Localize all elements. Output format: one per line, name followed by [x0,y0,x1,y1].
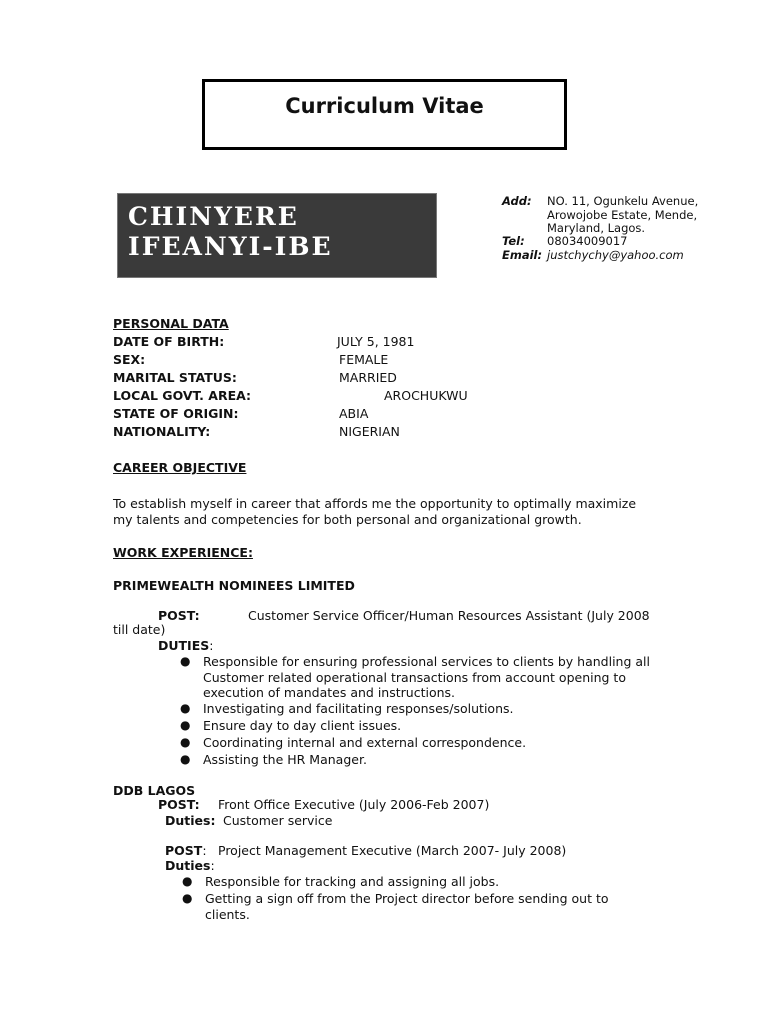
name-first: CHINYERE [128,202,299,231]
job1-post-cont: till date) [113,622,166,637]
job1-duty-1-line-2: Customer related operational transactions from account opening to [203,670,626,685]
job2-duties2-colon: : [210,858,215,873]
job2-post1-label: POST: [158,797,200,812]
job2-post1: Front Office Executive (July 2006-Feb 2007) [218,797,490,812]
title-box [202,79,567,150]
tel-value: 08034009017 [547,234,628,248]
objective-line-2: my talents and competencies for both personal and organizational growth. [113,512,582,527]
job1-duty-5: Assisting the HR Manager. [203,752,367,767]
address-line-2: Arowojobe Estate, Mende, [547,208,698,222]
address-label: Add: [502,194,532,208]
job1-duties-colon: : [209,638,214,653]
job2-duties2-label: Duties [165,858,211,873]
company-primewealth: PRIMEWEALTH NOMINEES LIMITED [113,578,355,593]
job1-duties-label: DUTIES [158,638,210,653]
objective-line-1: To establish myself in career that affords me the opportunity to optimally maximize [113,496,637,511]
job2-duty-1: Responsible for tracking and assigning all jobs. [205,874,500,889]
job1-duty-3: Ensure day to day client issues. [203,718,402,733]
marital-value: MARRIED [339,370,397,385]
lga-value: AROCHUKWU [384,388,468,403]
job2-post2-label-wrap [165,843,207,858]
job2-post2-label: POST [165,843,203,858]
job2-duties2-label-wrap [165,858,215,873]
dob-value: JULY 5, 1981 [337,334,415,349]
bullet-icon: ● [182,874,193,888]
job2-post2-colon: : [202,843,207,858]
address-line-3: Maryland, Lagos. [547,221,646,235]
nationality-value: NIGERIAN [339,424,400,439]
job1-duty-2: Investigating and facilitating responses/solutions. [203,701,514,716]
job1-duty-4: Coordinating internal and external correspondence. [203,735,527,750]
tel-label: Tel: [502,234,525,248]
personal-data-heading: PERSONAL DATA [113,316,229,331]
job1-duty-1-line-1: Responsible for ensuring professional services to clients by handling all [203,654,650,669]
company-ddb-lagos: DDB LAGOS [113,783,196,798]
work-experience-heading: WORK EXPERIENCE: [113,545,253,560]
bullet-icon: ● [180,735,191,749]
marital-label: MARITAL STATUS: [113,370,237,385]
job1-post: Customer Service Officer/Human Resources Assistant (July 2008 [248,608,650,623]
name-banner [117,193,437,278]
email-value: justchychy@yahoo.com [547,248,684,262]
bullet-icon: ● [180,718,191,732]
bullet-icon: ● [182,891,193,905]
sex-label: SEX: [113,352,146,367]
job2-duties1: Customer service [223,813,333,828]
job2-duty-2-line-2: clients. [205,907,250,922]
bullet-icon: ● [180,752,191,766]
bullet-icon: ● [180,654,191,668]
career-objective-heading: CAREER OBJECTIVE [113,460,247,475]
dob-label: DATE OF BIRTH: [113,334,225,349]
email-label: Email: [502,248,543,262]
address-line-1: NO. 11, Ogunkelu Avenue, [547,194,699,208]
state-label: STATE OF ORIGIN: [113,406,239,421]
job1-post-label: POST: [158,608,200,623]
lga-label: LOCAL GOVT. AREA: [113,388,252,403]
job2-duties1-label: Duties: [165,813,216,828]
job1-duty-1-line-3: execution of mandates and instructions. [203,685,456,700]
state-value: ABIA [339,406,369,421]
job1-duties-label-wrap [158,638,213,653]
job2-post2: Project Management Executive (March 2007- July 2008) [218,843,567,858]
name-last: IFEANYI-IBE [128,232,333,261]
bullet-icon: ● [180,701,191,715]
job2-duty-2-line-1: Getting a sign off from the Project director before sending out to [205,891,609,906]
nationality-label: NATIONALITY: [113,424,211,439]
sex-value: FEMALE [339,352,389,367]
page-title: Curriculum Vitae [285,94,484,118]
